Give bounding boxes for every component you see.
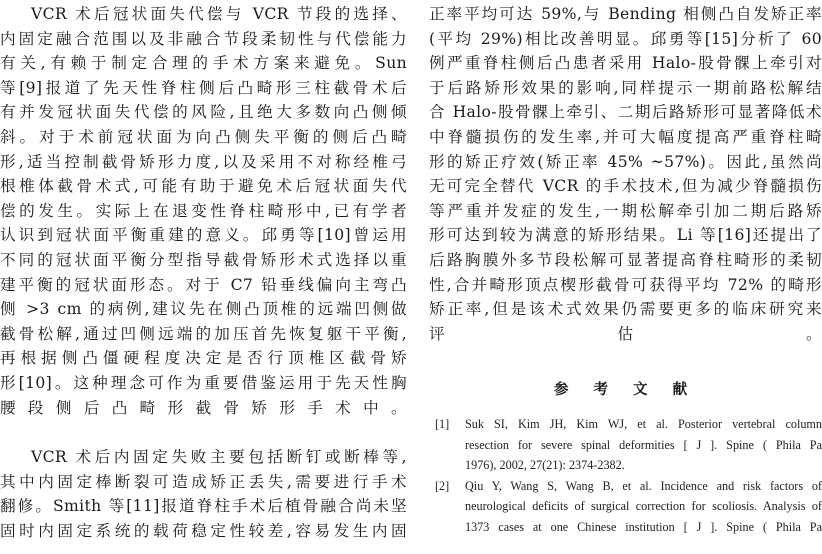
reference-line: resection for severe spinal deformities [ J ]. Spine ( Phila Pa [465,437,822,452]
reference-line: neurological deficits of surgical correction for scoliosis. Analysis of [465,499,822,514]
text-line: 正率平均可达 59%,与 Bending 相侧凸自发矫正率 [429,5,822,23]
text-line: 无可完全替代 VCR 的手术技术,但为减少脊髓损伤 [429,177,822,196]
reference-number: [2] [435,478,450,493]
text-line: 其中内固定棒断裂可造成矫正丢失,需要进行手术 [0,472,407,491]
text-line: 等[9]报道了先天性脊柱侧后凸畸形三柱截骨术后 [0,78,407,97]
text-line: 评估。 [429,324,822,343]
text-line: 有并发冠状面失代偿的风险,且绝大多数向凸侧倾 [0,103,407,122]
text-line: 斜。对于术前冠状面为向凸侧失平衡的侧后凸畸 [0,127,407,146]
text-line: 形可达到较为满意的矫形结果。Li 等[16]还提出了 [429,226,822,245]
reference-number: [1] [435,417,450,431]
text-line: (平均 29%)相比改善明显。邱勇等[15]分析了 60 [429,29,822,48]
body-paragraph-2 [0,445,407,543]
text-line: VCR 术后内固定失败主要包括断钉或断棒等, [31,448,407,466]
text-line: 侧 >3 cm 的病例,建议先在侧凸顶椎的远端凹侧做 [0,300,407,319]
text-line: VCR 术后冠状面失代偿与 VCR 节段的选择、 [31,5,407,23]
reference-line: 1976), 2002, 27(21): 2374-2382. [465,458,625,473]
reference-item [429,476,822,538]
text-line: 中脊髓损伤的发生率,并可大幅度提高严重脊柱畸 [429,127,822,146]
text-line: 腰段侧后凸畸形截骨矫形手术中。 [0,398,407,417]
text-line: 认识到冠状面平衡重建的意义。邱勇等[10]曾运用 [0,226,407,245]
text-line: 偿的发生。实际上在退变性脊柱畸形中,已有学者 [0,201,407,220]
text-line: 不同的冠状面平衡分型指导截骨矫形术式选择以重 [0,250,407,269]
text-line: 性,合并畸形顶点楔形截骨可获得平均 72% 的畸形 [429,275,822,294]
text-line: 例严重脊柱侧后凸患者采用 Halo-股骨髁上牵引对 [429,54,822,73]
text-line: 建平衡的冠状面形态。对于 C7 铅垂线偏向主弯凸 [0,275,407,294]
text-line: 形,适当控制截骨矫形力度,以及采用不对称经椎弓 [0,152,407,171]
text-line: 有关,有赖于制定合理的手术方案来避免。Sun [0,54,407,73]
text-line: 合 Halo-股骨髁上牵引、二期后路矫形可显著降低术 [429,103,822,122]
body-paragraph-3 [429,2,822,346]
reference-item [429,414,822,476]
text-line: 矫正率,但是该术式效果仍需要更多的临床研究来 [429,300,822,319]
text-line: 于后路矫形效果的影响,同样提示一期前路松解结 [429,78,822,97]
text-line: 后路胸膜外多节段松解可显著提高脊柱畸形的柔韧 [429,250,822,269]
reference-line: Qiu Y, Wang S, Wang B, et al. Incidence and risk factors of [465,478,822,493]
body-paragraph-1 [0,2,407,420]
reference-line: Suk SI, Kim JH, Kim WJ, et al. Posterior vertebral column [465,417,822,431]
text-line: 翻修。Smith 等[11]报道脊柱手术后植骨融合尚未坚 [0,497,407,516]
text-line: 等严重并发症的发生,一期松解牵引加二期后路矫 [429,201,822,220]
references-heading: 参 考 文 献 [553,381,698,398]
references-list [429,414,822,538]
text-line: 截骨松解,通过凹侧远端的加压首先恢复躯干平衡, [0,324,407,343]
reference-line: 1373 cases at one Chinese institution [ J ]. Spine ( Phila Pa [465,519,822,534]
text-line: 再根据侧凸僵硬程度决定是否行顶椎区截骨矫 [0,349,407,368]
text-line: 形的矫正疗效(矫正率 45% ~57%)。因此,虽然尚 [429,152,822,171]
text-line: 形[10]。这种理念可作为重要借鉴运用于先天性胸 [0,373,407,392]
text-line: 固时内固定系统的载荷稳定性较差,容易发生内固 [0,521,407,540]
text-line: 根椎体截骨术式,可能有助于避免术后冠状面失代 [0,177,407,196]
text-line: 内固定融合范围以及非融合节段柔韧性与代偿能力 [0,29,407,48]
